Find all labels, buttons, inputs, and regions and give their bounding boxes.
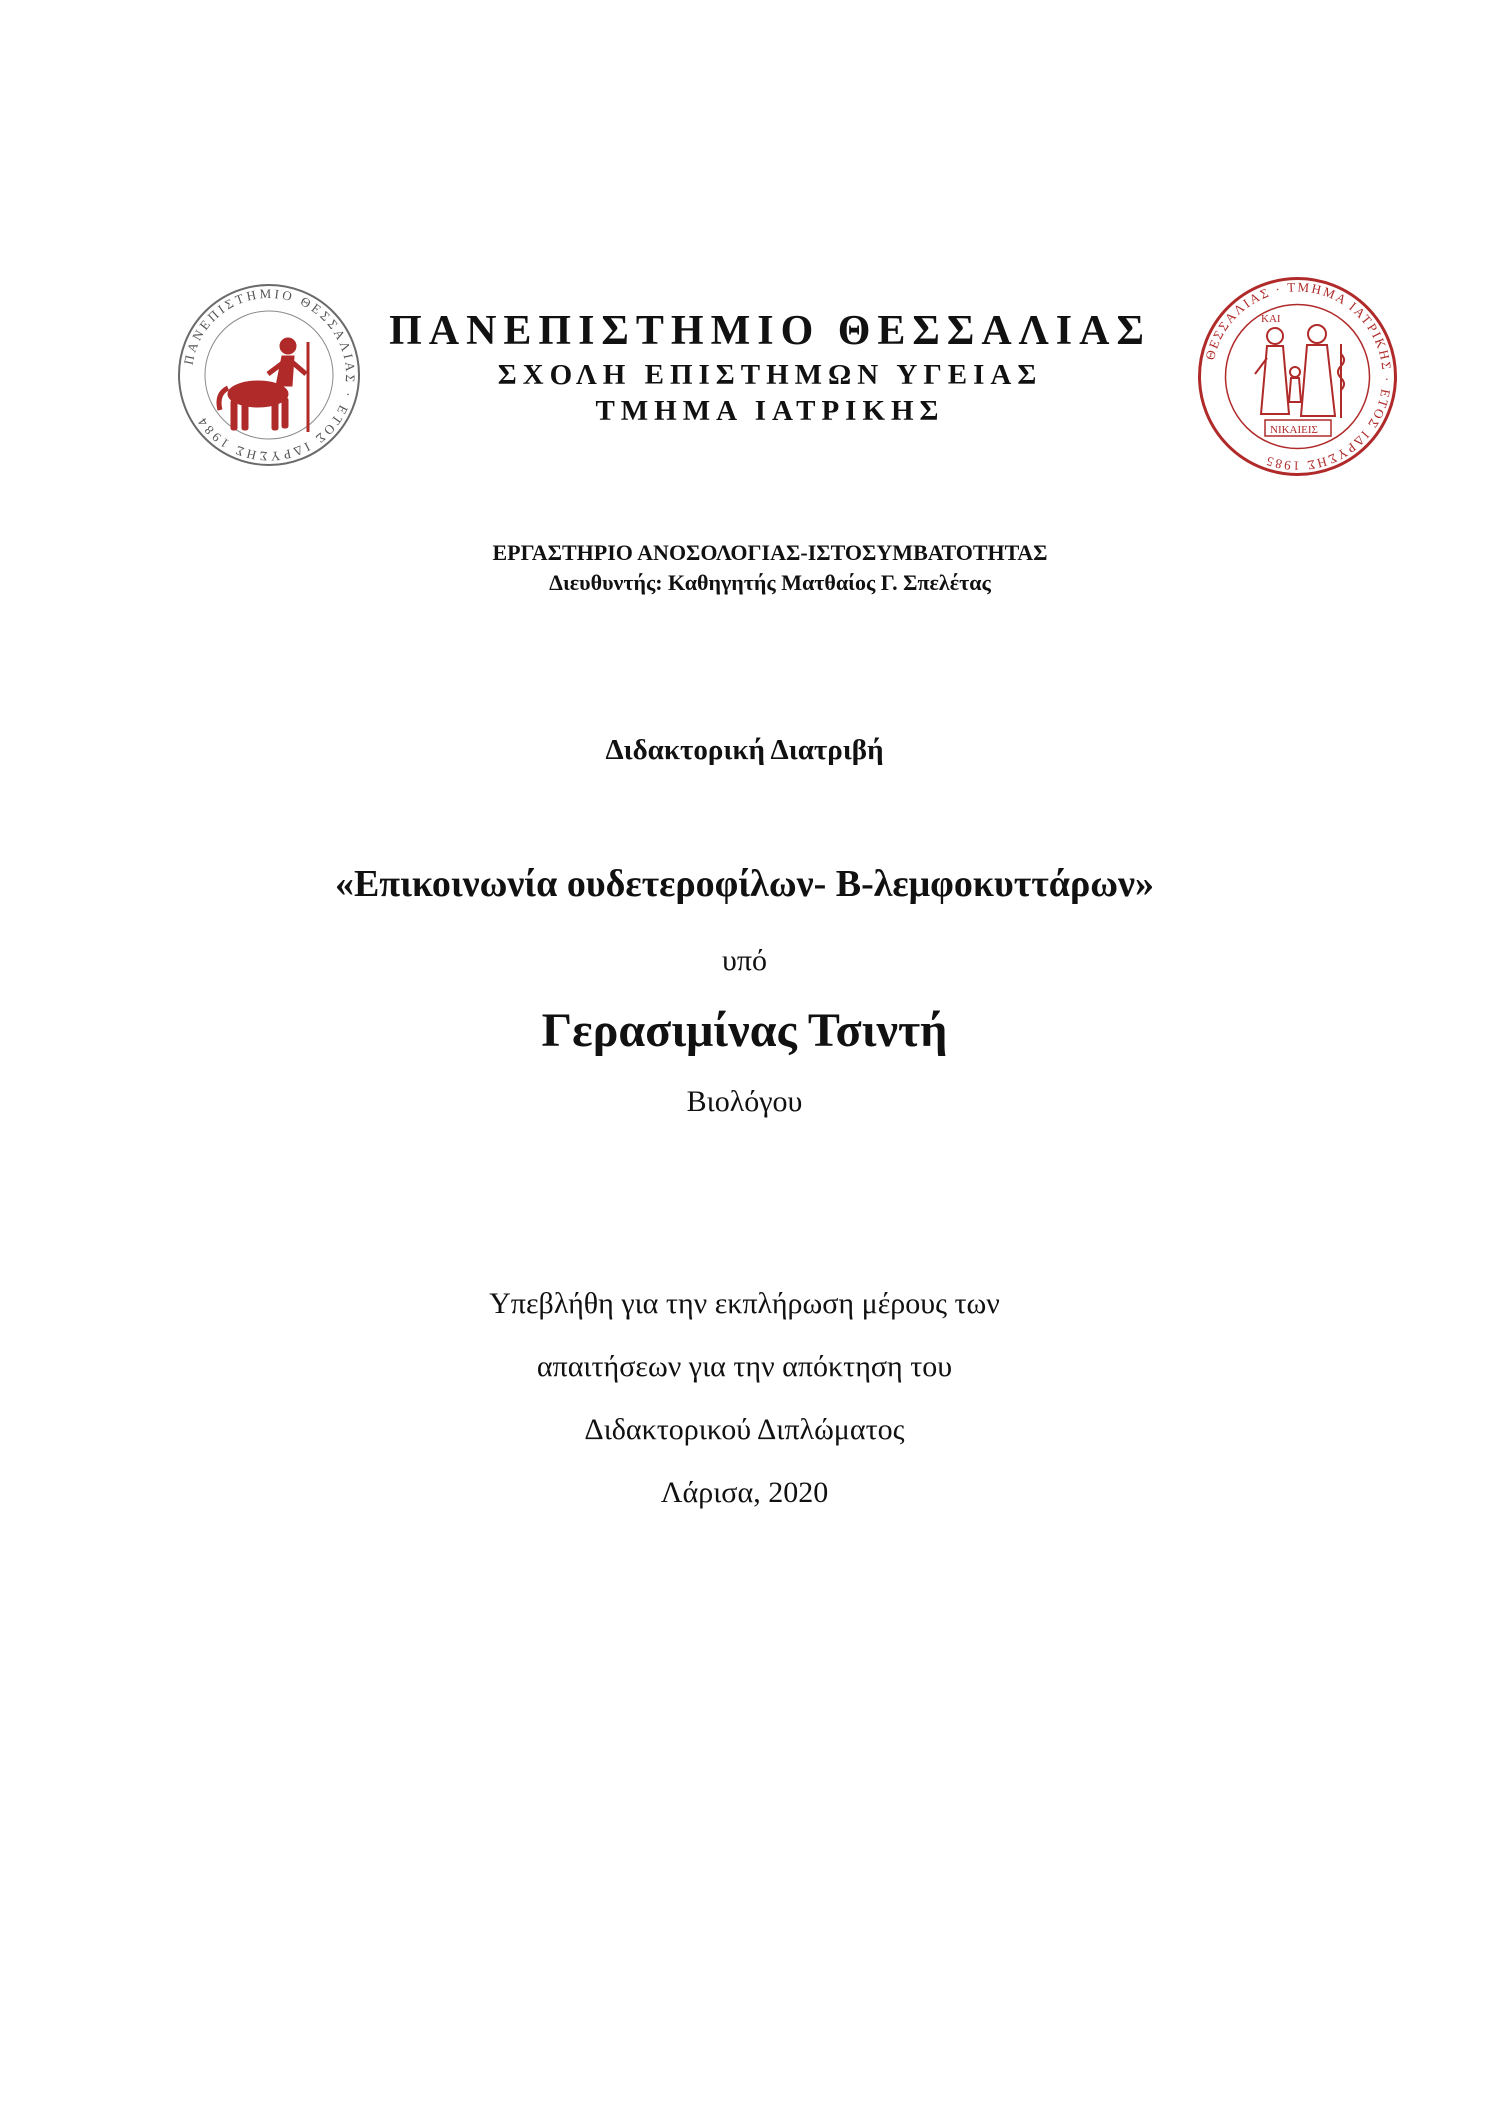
university-seal-logo [176,282,362,468]
centaur-seal-icon [176,282,362,468]
laboratory-block [380,538,1160,598]
submission-line: Διδακτορικού Διπλώματος [584,1413,905,1446]
university-name: ΠΑΝΕΠΙΣΤΗΜΙΟ ΘΕΣΣΑΛΙΑΣ [389,308,1151,354]
submission-statement [200,1272,1289,1524]
author-profession: Βιολόγου [686,1085,803,1118]
svg-text:ΝΙΚΑΙΕΙΣ: ΝΙΚΑΙΕΙΣ [1270,424,1318,436]
place-date: Λάρισα, 2020 [660,1476,829,1509]
asclepius-seal-icon [1195,274,1400,479]
document-type: Διδακτορική Διατριβή [605,734,884,766]
institution-header [380,305,1160,429]
submission-line: απαιτήσεων για την απόκτηση του [536,1350,953,1383]
author-name: Γερασιμίνας Τσιντή [541,1004,948,1057]
school-name: ΣΧΟΛΗ ΕΠΙΣΤΗΜΩΝ ΥΓΕΙΑΣ [497,359,1043,391]
svg-text:ΚΑΙ: ΚΑΙ [1261,313,1281,325]
by-label: υπό [722,944,767,977]
medical-school-seal-logo [1195,274,1400,479]
thesis-title: «Επικοινωνία ουδετεροφίλων- Β-λεμφοκυττάρων» [334,863,1155,905]
department-name: ΤΜΗΜΑ ΙΑΤΡΙΚΗΣ [595,395,945,427]
laboratory-director: Διευθυντής: Καθηγητής Ματθαίος Γ. Σπελέτας [549,570,991,595]
submission-line: Υπεβλήθη για την εκπλήρωση μέρους των [489,1287,1000,1320]
svg-text:ΘΕΣΣΑΛΙΑΣ · ΤΜΗΜΑ ΙΑΤΡΙΚΗΣ · Ε: ΘΕΣΣΑΛΙΑΣ · ΤΜΗΜΑ ΙΑΤΡΙΚΗΣ · ΕΤΟΣ ΙΔΡΥΣΗΣ 1985 [1202,279,1395,474]
laboratory-name: ΕΡΓΑΣΤΗΡΙΟ ΑΝΟΣΟΛΟΓΙΑΣ-ΙΣΤΟΣΥΜΒΑΤΟΤΗΤΑΣ [492,540,1048,565]
svg-text:ΠΑΝΕΠΙΣΤΗΜΙΟ ΘΕΣΣΑΛΙΑΣ · ΕΤΟΣ: ΠΑΝΕΠΙΣΤΗΜΙΟ ΘΕΣΣΑΛΙΑΣ · ΕΤΟΣ ΙΔΡΥΣΗΣ 1984 [180,285,359,465]
